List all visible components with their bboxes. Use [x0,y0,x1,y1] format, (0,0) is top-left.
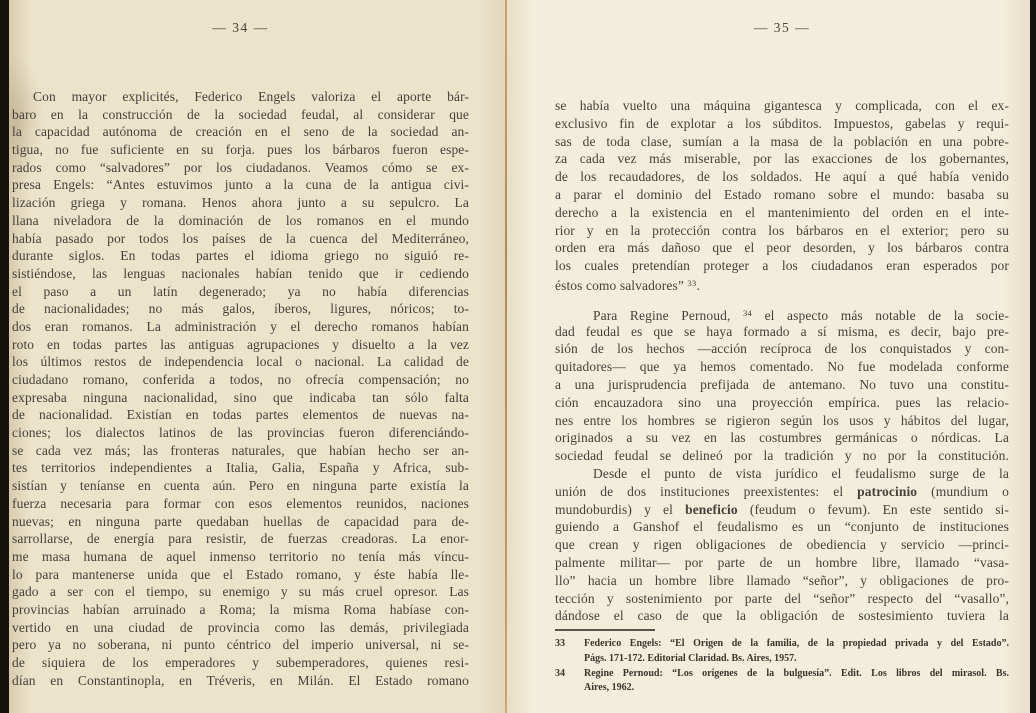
text-line: la capacidad autónoma de creación en el seno de la sociedad an- [12,124,469,140]
text-line: expresaba ninguna nacionalidad, sino que indicaba tan sólo falta [12,389,469,405]
text-line: llana niveladora de la dominación de los romanos en el mundo [12,212,469,228]
footnote-ref: 33 [687,277,697,288]
text-line: Desde el punto de vista jurídico el feudalismo surge de la [593,465,1009,481]
text-line: de nacionalidad. Existían en todas partes elementos de nuevas na- [12,407,469,423]
text-line: de nacionalidades; no más galos, íberos, ligures, nóricos; to- [12,301,469,317]
text-line: sarrollarse, de energía para resistir, de fuerzas creadoras. La enor- [12,531,469,547]
text-line: dían en Constantinopla, en Tréveris, en Milán. El Estado romano [12,672,469,688]
text-line: provincias habían arruinado a Roma; la misma Roma habíase con- [12,601,469,617]
text-line: mundoburdis) y el beneficio (feudum o fevum). En este sentido si- [555,501,1009,517]
text-line: unión de dos instituciones preexistentes: el patrocinio (mundium o [555,483,1009,499]
paragraph [555,305,1009,465]
text-line: dad feudal es que se haya formado a sí misma, es decir, bajo pre- [555,323,1009,339]
footnote-number: 34 [555,667,565,679]
text-line: durante siglos. En todas partes el idioma griego no siguió re- [12,248,469,264]
text-line: los últimos restos de independencia local o nacional. La calidad de [12,354,469,370]
text-line: nuevas; en ninguna parte quedaban huellas de capacidad para de- [12,513,469,529]
text-line: de los recaudadores, de los soldados. He aquí a qué había venido [555,169,1009,185]
text-line: fuerza necesaria para formar con esos elementos reunidos, naciones [12,495,469,511]
footnote-line: 34 Regine Pernoud: “Los orígenes de la bulguesía”. Edit. Los libros del mirasol. Bs. [555,667,1009,682]
text-line: Para Regine Pernoud, $^{34}$ el aspecto más notable de la socie- [593,307,1009,323]
text-line: ción encauzadora sino una proyección empírica. pues las relacio- [555,394,1009,410]
text-line: gado a ser con el tiempo, su enemigo y su más cruel opresor. Las [12,584,469,600]
text-line: a parar el dominio del Estado romano sobre el mundo: basaba su [555,186,1009,202]
text-line: lo para mantenerse unida que el Estado romano, y éste había lle- [12,566,469,582]
text-line: roto en todas partes las antiguas agrupaciones y disuelto a la vez [12,336,469,352]
text-line: se había vuelto una máquina gigantesca y complicada, con el ex- [555,98,1009,113]
text-line: sistiéndose, las lenguas nacionales habían tenido que ir cediendo [12,265,469,281]
footnote-line: 33 Federico Engels: “El Origen de la familia, de la propiedad privada y del Estado”. [555,637,1009,652]
footnote-separator [555,629,655,631]
text-line: guiendo a Ganshof el feudalismo es un “conjunto de instituciones [555,519,1009,535]
text-line: presa Engels: “Antes estuvimos junto a la cuna de la antigua civi- [12,177,469,193]
text-line: sociedad feudal se delineó por la tradición y no por la constitución. [555,448,1009,464]
paragraph [555,465,1009,625]
bold-term: patrocinio [857,483,918,499]
footnote-continuation: Págs. 171-172. Editorial Claridad. Bs. Aires, 1957. [584,652,797,664]
right-page [507,0,1030,713]
scan-smudge [0,295,8,311]
scan-edge-left [0,0,9,713]
scan-smudge [0,520,6,532]
text-line: palmente militar— por parte de un hombre libre, llamado “vasa- [555,554,1009,570]
paragraph [12,88,469,689]
footnote-continuation: Aires, 1962. [584,682,635,694]
page-gutter [505,0,507,713]
text-line: originados a su vez en las costumbres germánicas o nórdicas. La [555,430,1009,446]
right-page-text [555,97,1009,625]
text-line: a una jurisprudencia prefijada de antemano. No tuvo una constitu- [555,376,1009,392]
text-line: dos eran romanos. La administración y el derecho romanos habían [12,318,469,334]
text-line: Con mayor explicités, Federico Engels valoriza el aporte bár- [33,89,469,104]
left-page [9,0,507,713]
footnotes [555,637,1009,696]
page-number-left: — 34 — [212,20,269,35]
footnote-number: 33 [555,638,565,649]
text-line: sistían y teníanse en cuenta aún. Pero en ninguna parte existía la [12,478,469,494]
text-line: éstos como salvadores” $^{33}$. [555,277,700,293]
text-line: rados como “salvadores” por los ciudadanos. Veamos cómo se ex- [12,159,469,175]
text-line: baro en la construcción de la sociedad feudal, al considerar que [12,106,469,122]
text-line: ciudadano romano, conferida a todos, no ofrecía compensación; no [12,372,469,387]
text-line: exclusivo fin de explotar a los súbditos. Impuestos, gabelas y requi- [555,115,1009,131]
text-line: de siquiera de los emperadores y subemperadores, quienes resi- [12,655,469,670]
text-line: llo” hacia un hombre libre llamado “señor”, y obligaciones de pro- [555,572,1009,588]
text-line: quitadores— que ya hemos comentado. No fue modelada conforme [555,359,1009,375]
text-line: orden era más dañoso que el peor desorden, y los bárbaros contra [555,240,1009,256]
text-line: había pasado por todos los países de la cuenca del Mediterráneo, [12,230,469,246]
text-line: rior y en la protección contra los bárbaros en el exterior; pero su [555,222,1009,238]
text-line: nes entre los hombres se rigieron según los usos y hábitos del lugar, [555,412,1009,428]
text-line: tigua, no fue suficiente en su forja. pues los bárbaros fueron espe- [12,142,469,158]
text-line: ciones; los dialectos latinos de las provincias fueron diferenciándo- [12,425,469,441]
text-line: tes territorios independientes a Italia, Galia, España y Africa, sub- [12,460,469,476]
text-line: el paso a un latín degenerado; ya no había diferencias [12,283,469,299]
text-line: me masa humana de aquel inmenso territorio no tenía más víncu- [12,548,469,564]
text-line: vertido en una ciudad de provincia como las demás, privilegiada [12,619,469,635]
bold-term: beneficio [685,501,738,517]
text-line: lización griega y romana. Henos ahora junto a su sepulcro. La [12,195,469,211]
text-line: dándose el caso de que la obligación de sostesimiento tuviera la [555,608,1009,624]
text-line: tección y sostenimiento por parte del “señor” respecto del “vasallo”, [555,590,1009,606]
page-number-right: — 35 — [753,20,811,35]
left-page-text [12,88,469,689]
scan-smudge [0,60,9,80]
text-line: sas de toda clase, sumían a la masa de la población en una pobre- [555,133,1009,149]
text-line: za cada vez más miserable, por las exacciones de los gobernantes, [555,151,1009,167]
footnote-ref: 34 [742,307,753,318]
text-line: se cada vez más; las fronteras naturales, que habían hecho ser an- [12,442,469,458]
paragraph [555,97,1009,293]
text-line: que crean y rigen obligaciones de obediencia y servicio —princi- [555,537,1009,553]
scan-edge-right [1030,0,1036,713]
text-line: los cuales pretendían proteger a los ciudadanos eran esperados por [555,258,1009,274]
text-line: derecho a la existencia en el mantenimiento del orden en el inte- [555,204,1009,220]
text-line: pero ya no soberana, ni punto céntrico del imperio universal, ni se- [12,637,469,653]
text-line: sión de los hechos —acción recíproca de los conquistados y con- [555,341,1009,357]
